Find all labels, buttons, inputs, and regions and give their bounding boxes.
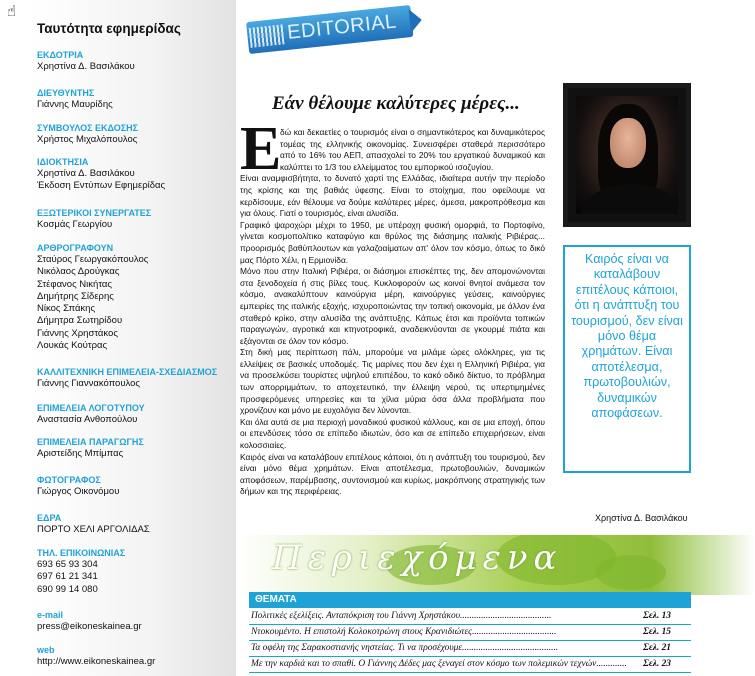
credit-role: e-mail <box>37 610 64 620</box>
credit-block <box>37 645 237 668</box>
credit-block <box>37 88 237 111</box>
pull-quote: Καιρός είναι να καταλάβουν επιτέλους κάποιοι, ότι η ανάπτυξη του τουρισμού, δεν είναι μόνο θέμα χρημάτων. Είναι αποτέλεσμα, πρωτοβουλιών, δυναμικών αποφάσεων. <box>563 245 691 473</box>
credit-name: Χρήστος Μιχαλόπουλος <box>37 134 138 145</box>
editorial-body <box>240 127 545 498</box>
body-paragraph: Καιρός είναι να καταλάβουν επιτέλους κάποιοι, ότι η ανάπτυξη του τουρισμού, δεν είναι μόνο θέμα χρημάτων. Είναι αποτέλεσμα, πρωτοβουλιών, δυναμικών αποφάσεων, παρέμβασης, συντονισμού και κυρίως, μακρόπνοης στρατηγικής των δήμων και της περιφέρειας. <box>240 451 545 497</box>
body-paragraph: Μόνο που στην Ιταλική Ριβιέρα, οι διάσημοι επισκέπτες της, δεν απομονώνονται στα ξενοδοχεία ή στις βίλες τους. Κυκλοφορούν ως κοινοί θνητοί ανάμεσα τον κόσμο, ανακαλύπτουν καινούργια μέρη, καινούργιες γεύσεις, καινούργιες εμπειρίες της ιταλικής εξοχής, ισχυροποιώντας την τοπική οικονομία, με άλλον ένα σταθερό κρίκο, στην αλυσίδα της ανάπτυξης. Κάπως έτσι και προϊόντα τοπικών παραγωγών, αγροτικά και κτηνοτροφικά, αναδεικνύονται σε γκουρμέ πιάτα και εξάγονται σε όλον τον κόσμο. <box>240 266 545 346</box>
body-paragraph: δώ και δεκαετίες ο τουρισμός είναι ο σημαντικότερος και δυναμικότερος τομέας της ελληνικής οικονομίας. Συνεισφέρει σταθερά περισσότερο από το 16% του ΑΕΠ, απασχολεί το 20% του εργατικού δυναμικού και καλύπτει το 1/3 του ελλείμματος του εμπορικού ισοζυγίου. <box>280 127 545 172</box>
credit-name[interactable]: http://www.eikoneskainea.gr <box>37 656 156 667</box>
credit-name: Στέφανος Νικήτας <box>37 278 113 290</box>
drop-cap: Ε <box>240 115 282 183</box>
credit-name: Νικόλαος Δρούγκας <box>37 266 120 278</box>
toc-item[interactable] <box>249 641 691 657</box>
credit-block <box>37 403 237 426</box>
table-of-contents <box>249 609 691 673</box>
toc-item[interactable] <box>249 625 691 641</box>
credit-block <box>37 610 237 633</box>
credit-role: ΣΥΜΒΟΥΛΟΣ ΕΚΔΟΣΗΣ <box>37 123 139 133</box>
credit-block <box>37 243 237 352</box>
credit-name: Έκδοση Εντύπων Εφημερίδας <box>37 180 166 192</box>
portrait-body <box>582 184 678 214</box>
paint-splash <box>596 555 666 590</box>
hand-pointer-icon: ☝ <box>7 2 17 20</box>
credit-name: Χρηστίνα Δ. Βασιλάκου <box>37 61 135 72</box>
credit-role: ΕΞΩΤΕΡΙΚΟΙ ΣΥΝΕΡΓΑΤΕΣ <box>37 208 152 218</box>
credit-name: Σταύρος Γεωργακόπουλος <box>37 254 149 265</box>
credit-block <box>37 548 237 596</box>
credit-name: Γιάννης Μαυρίδης <box>37 99 113 110</box>
credit-block <box>37 437 237 460</box>
body-paragraph: Γραφικό ψαροχώρι μέχρι το 1950, με υπέροχη φυσική ομορφιά, το Πορτοφίνο, γίνεται κοσμοπολίτικο καταφύγιο και θρύλος της διάσημης ιταλικής Ριβιέρας... προορισμός βαθύπλουτων και γαλαζοαίματων απ' όλον τον κόσμο, όπως το δικό μας Πόρτο Χέλι, η Ερμιονίδα. <box>240 219 545 265</box>
credit-block <box>37 367 237 390</box>
credit-role: ΔΙΕΥΘΥΝΤΗΣ <box>37 88 95 98</box>
editorial-headline: Εάν θέλουμε καλύτερες μέρες... <box>272 93 520 114</box>
toc-page: Σελ. 15 <box>643 627 671 637</box>
portrait-face <box>610 118 646 168</box>
credit-name: Νίκος Σπάκης <box>37 303 96 315</box>
author-photo <box>563 83 691 227</box>
credit-role: ΤΗΛ. ΕΠΙΚΟΙΝΩΝΙΑΣ <box>37 548 126 558</box>
body-paragraph: Και όλα αυτά σε μια περιοχή μοναδικού φυσικού κάλλους, και σε μια εποχή, όπου οι επενδύσεις τόσο σε επίπεδο ιδιωτών, όσο και σε επίπεδο επιχειρήσεων, είναι κολοσσιαίες. <box>240 416 545 451</box>
author-signature: Χρηστίνα Δ. Βασιλάκου <box>595 513 688 523</box>
credit-name: Γιάννης Χρηστάκος <box>37 327 118 339</box>
toc-title: Ντοκουμέντο. Η επιστολή Κολοκοτρώνη στους Κρανιδιώτες.................................... <box>251 627 557 637</box>
toc-item[interactable] <box>249 657 691 673</box>
editorial-label: EDITORIAL <box>286 10 398 44</box>
credit-name: Γιάννης Γιαννακόπουλος <box>37 378 140 389</box>
portrait-image <box>576 96 678 214</box>
credit-role: web <box>37 645 55 655</box>
credit-role: ΚΑΛΛΙΤΕΧΝΙΚΗ ΕΠΙΜΕΛΕΙΑ-ΣΧΕΔΙΑΣΜΟΣ <box>37 367 218 377</box>
credit-block <box>37 475 237 498</box>
credit-name[interactable]: press@eikoneskainea.gr <box>37 621 142 632</box>
toc-page: Σελ. 21 <box>643 643 671 653</box>
credit-name: 693 65 93 304 <box>37 559 98 570</box>
ribbon-stripes <box>249 24 285 47</box>
themes-bar <box>249 592 691 608</box>
editorial-badge <box>245 0 419 60</box>
credit-role: ΦΩΤΟΓΡΑΦΟΣ <box>37 475 101 485</box>
toc-title: Με την καρδιά και το σπαθί. Ο Γιάννης Δέδες μας ξεναγεί στον κόσμο των πολεμικών τεχνών............. <box>251 659 627 669</box>
credit-role: ΑΡΘΡΟΓΡΑΦΟΥΝ <box>37 243 114 253</box>
credit-name: 690 99 14 080 <box>37 583 98 595</box>
toc-page: Σελ. 13 <box>643 611 671 621</box>
credit-name: Κοσμάς Γεωργίου <box>37 219 113 230</box>
credit-name: Χρηστίνα Δ. Βασιλάκου <box>37 168 135 179</box>
credit-role: ΕΠΙΜΕΛΕΙΑ ΠΑΡΑΓΩΓΗΣ <box>37 437 144 447</box>
credit-name: Γιώργος Οικονόμου <box>37 486 120 497</box>
credit-block <box>37 50 237 73</box>
credit-name: Δήμητρα Σωτηρίδου <box>37 315 123 327</box>
body-paragraph: Είναι αναμφισβήτητα, το δυνατό χαρτί της Ελλάδας, ιδιαίτερα αυτήν την περίοδο της κρίσης και της βαθιάς ύφεσης. Είναι το στοίχημα, που οφείλουμε να κερδίσουμε, εάν θέλουμε να δούμε καλύτερες μέρες, άμεσα, μακροπρόθεσμα και για όλους. Γιατί ο τουρισμός, είναι αλυσίδα. <box>240 173 545 219</box>
credit-name: ΠΟΡΤΟ ΧΕΛΙ ΑΡΓΟΛΙΔΑΣ <box>37 524 150 535</box>
toc-title: Τα οφέλη της Σαρακοστιανής νηστείας. Τι να προσέχουμε......................................... <box>251 643 559 653</box>
credit-block <box>37 123 237 146</box>
contents-title: Περιεχόμενα <box>272 538 563 578</box>
body-paragraph: Στη δική μας περίπτωση πάλι, μπορούμε να μιλάμε ώρες ολόκληρες, για τις ελλείψεις σε βασικές υποδομές. Τις μαρίνες που δεν έχει η Ελληνική Ριβιέρα, για να προσελκύσει τουρίστες υψηλού επιπέδου, το κακό οδικό δίκτυο, το πρόβλημα των απορριμμάτων, το αποχετευτικό, την έλλειψη νερού, τις υπερτιμημένες προσφερόμενες υπηρεσίες και τα χίλια μύρια όσα άλλα προβλήματα που χρονίζουν και μόνο με ευχολόγια δεν λύνονται. <box>240 347 545 416</box>
masthead-title: Ταυτότητα εφημερίδας <box>37 21 181 36</box>
credit-name: 697 61 21 341 <box>37 571 98 583</box>
toc-page: Σελ. 23 <box>643 659 671 669</box>
credit-name: Αναστασία Ανθοπούλου <box>37 414 138 425</box>
masthead-sidebar <box>30 0 236 676</box>
credit-block <box>37 208 237 231</box>
credit-name: Λουκάς Κούτρας <box>37 340 108 352</box>
credit-block <box>37 513 237 536</box>
credit-role: ΕΔΡΑ <box>37 513 62 523</box>
credit-role: ΙΔΙΟΚΤΗΣΙΑ <box>37 157 89 167</box>
credit-name: Δημήτρης Σίδερης <box>37 290 114 302</box>
themes-label: ΘΕΜΑΤΑ <box>255 594 297 605</box>
toc-item[interactable] <box>249 609 691 625</box>
toc-title: Πολιτικές εξελίξεις. Ανταπόκριση του Γιάννη Χρηστάκου....................................... <box>251 611 552 621</box>
credit-role: ΕΠΙΜΕΛΕΙΑ ΛΟΓΟΤΥΠΟΥ <box>37 403 145 413</box>
credit-block <box>37 157 237 193</box>
credit-role: ΕΚΔΟΤΡΙΑ <box>37 50 84 60</box>
credit-name: Αριστείδης Μπίμπας <box>37 448 124 459</box>
